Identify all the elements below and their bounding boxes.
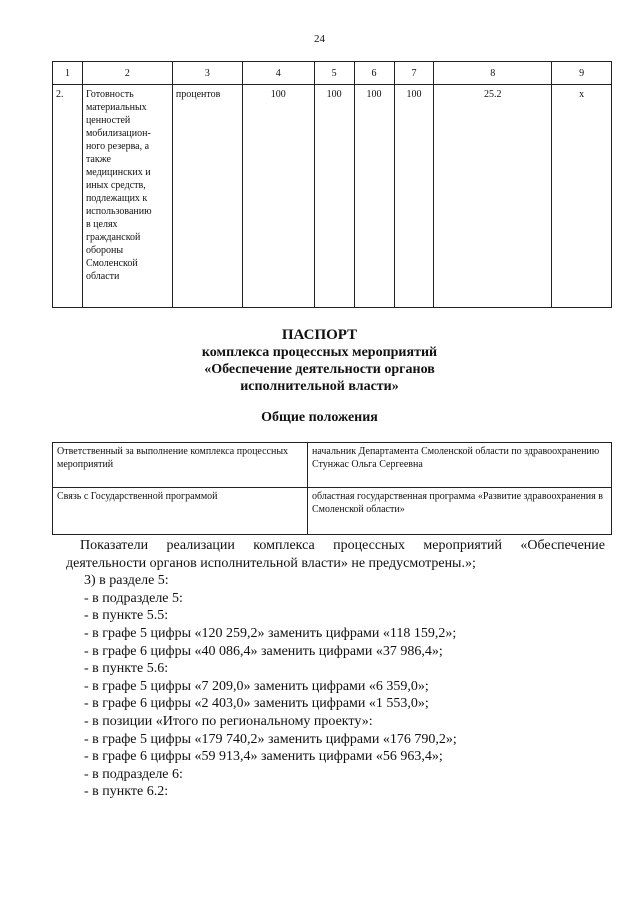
indicator-name-line: ного резерва, а: [85, 141, 150, 152]
indicator-name-line: области: [85, 271, 120, 282]
responsible-value: начальник Департамента Смоленской области по здравоохранению Стунжас Ольга Сергеевна: [308, 443, 612, 488]
section-heading: Общие положения: [261, 410, 378, 425]
header-cell: 8: [434, 62, 552, 85]
body-line: - в пункте 5.6:: [84, 661, 169, 677]
table-header-row: [53, 62, 612, 85]
program-link-value: областная государственная программа «Развитие здравоохранения в Смоленской области»: [308, 488, 612, 535]
indicator-name-line: медицинских и: [85, 167, 151, 178]
body-line: - в графе 6 цифры «59 913,4» заменить цифрами «56 963,4»;: [84, 749, 443, 765]
indicator-name: [82, 85, 172, 308]
indicator-name-line: материальных: [85, 102, 147, 113]
page-number: 24: [314, 33, 325, 45]
indicator-name-line: Смоленской: [85, 258, 138, 269]
body-line: - в графе 6 цифры «2 403,0» заменить цифрами «1 553,0»;: [84, 696, 429, 712]
header-cell: 9: [552, 62, 612, 85]
body-paragraph: Показатели реализации комплекса процессных мероприятий «Обеспечение деятельности органов исполнительной власти» не предусмотрены.»;: [66, 538, 605, 571]
responsible-label: Ответственный за выполнение комплекса процессных мероприятий: [53, 443, 308, 488]
indicator-name-line: в целях: [85, 219, 118, 230]
body-line: - в пункте 5.5:: [84, 608, 169, 624]
passport-title: [0, 327, 639, 395]
body-line: - в пункте 6.2:: [84, 784, 169, 800]
indicator-name-line: обороны: [85, 245, 124, 256]
header-cell: 7: [394, 62, 434, 85]
amendment-text: [66, 537, 605, 801]
row-number: 2.: [53, 85, 83, 308]
value-cell-8: 25.2: [434, 85, 552, 308]
body-line: - в графе 5 цифры «179 740,2» заменить цифрами «176 790,2»;: [84, 731, 457, 747]
body-line: - в подразделе 5:: [84, 590, 183, 606]
indicator-name-line: подлежащих к: [85, 193, 148, 204]
header-cell: 6: [354, 62, 394, 85]
general-info-table: [52, 442, 612, 535]
header-cell: 5: [314, 62, 354, 85]
program-link-label: Связь с Государственной программой: [53, 488, 308, 535]
table-row: [53, 488, 612, 535]
value-cell-9: x: [552, 85, 612, 308]
indicator-name-line: использованию: [85, 206, 152, 217]
indicator-name-line: ценностей: [85, 115, 131, 126]
title-line: комплекса процессных мероприятий: [201, 345, 438, 360]
value-cell-4: 100: [242, 85, 314, 308]
value-cell-7: 100: [394, 85, 434, 308]
body-line: - в графе 5 цифры «7 209,0» заменить цифрами «6 359,0»;: [84, 678, 429, 694]
header-cell: 3: [172, 62, 242, 85]
body-line: - в подразделе 6:: [84, 766, 183, 782]
indicator-name-line: гражданской: [85, 232, 141, 243]
indicator-name-line: также: [85, 154, 111, 165]
indicator-name-line: Готовность: [85, 89, 134, 100]
title-line: «Обеспечение деятельности органов: [204, 362, 435, 377]
body-line: 3) в разделе 5:: [84, 573, 169, 589]
table-row: [53, 443, 612, 488]
title-line: ПАСПОРТ: [281, 327, 358, 343]
header-cell: 2: [82, 62, 172, 85]
indicator-name-line: мобилизацион-: [85, 128, 151, 139]
body-line: - в графе 5 цифры «120 259,2» заменить цифрами «118 159,2»;: [84, 625, 457, 641]
header-cell: 4: [242, 62, 314, 85]
value-cell-6: 100: [354, 85, 394, 308]
body-line: - в графе 6 цифры «40 086,4» заменить цифрами «37 986,4»;: [84, 643, 443, 659]
title-line: исполнительной власти»: [240, 379, 399, 394]
unit-cell: процентов: [172, 85, 242, 308]
indicator-name-line: иных средств,: [85, 180, 146, 191]
body-line: - в позиции «Итого по региональному проекту»:: [84, 713, 373, 729]
value-cell-5: 100: [314, 85, 354, 308]
table-row: [53, 85, 612, 308]
indicators-table: [52, 61, 612, 308]
header-cell: 1: [53, 62, 83, 85]
